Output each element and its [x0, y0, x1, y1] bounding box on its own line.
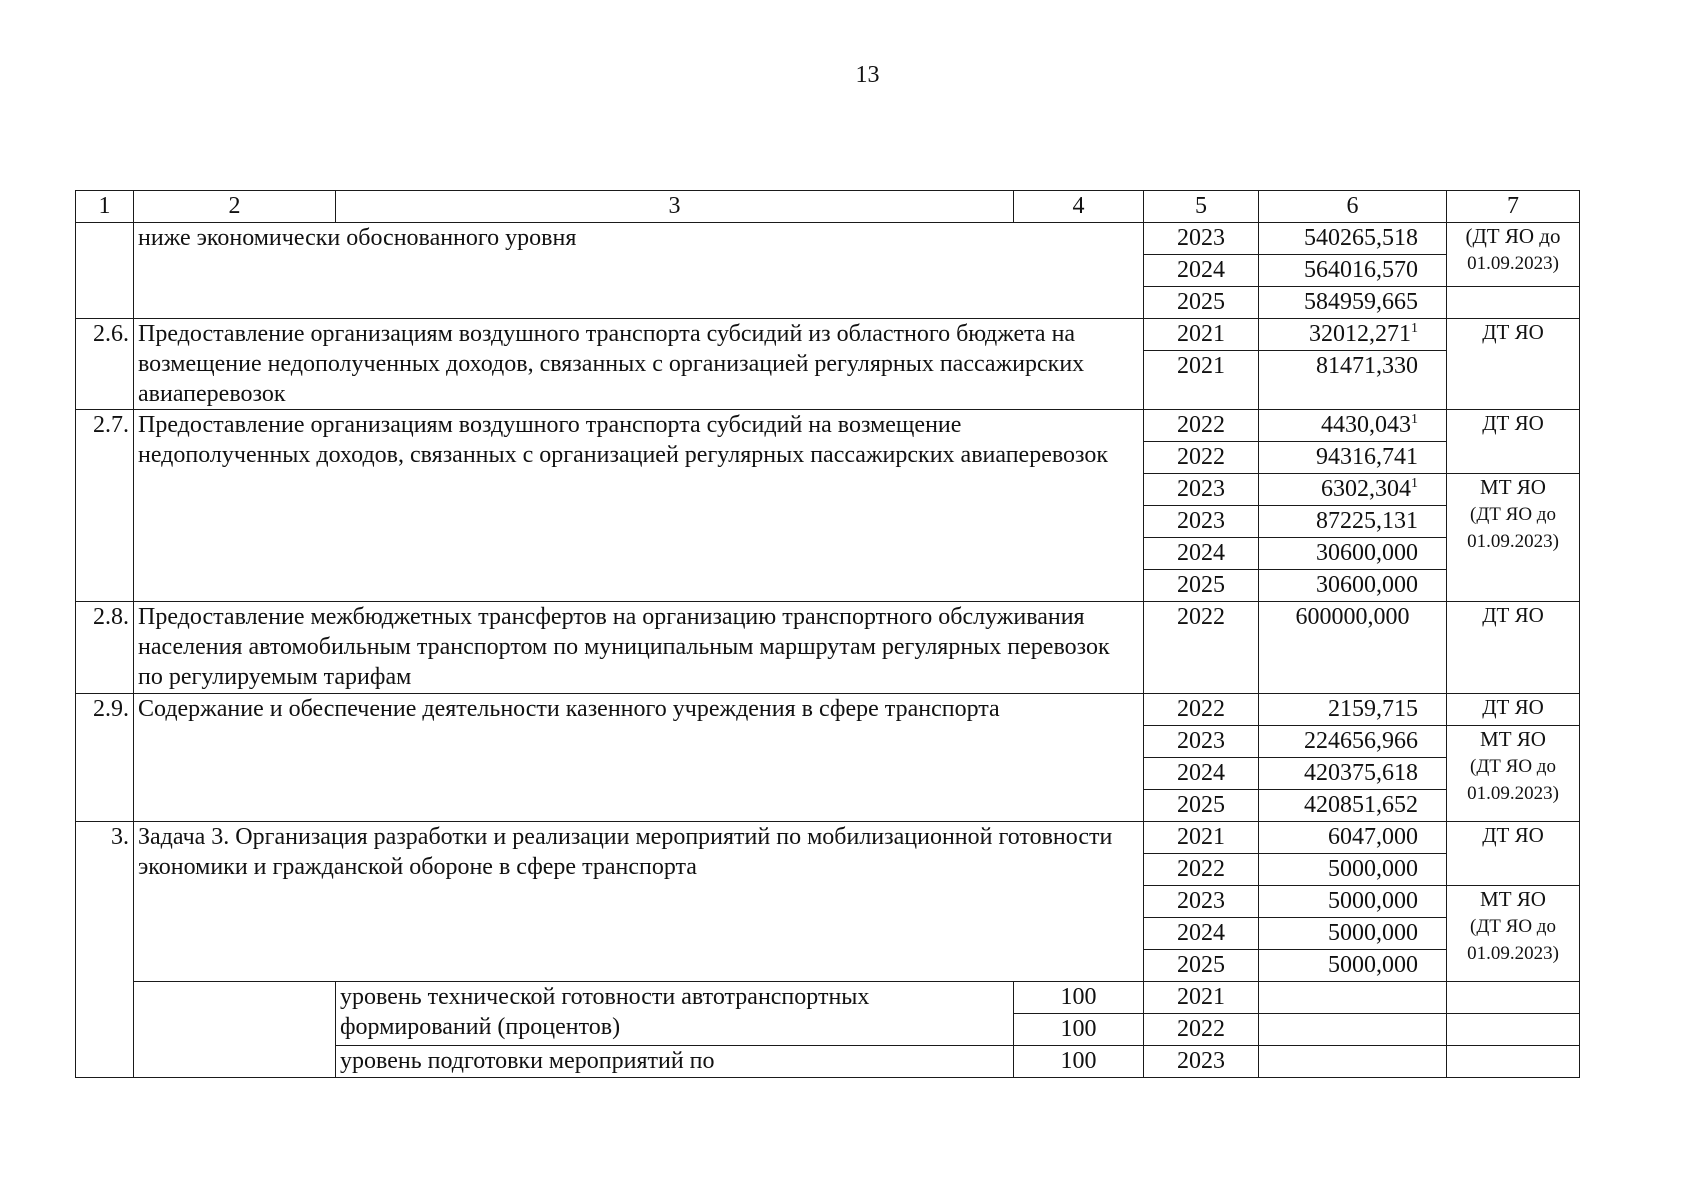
amount-value: 32012,271: [1309, 321, 1411, 347]
executor-line: МТ ЯО: [1480, 727, 1546, 751]
amount-cell: [1259, 474, 1447, 506]
amount-cell: 30600,000: [1259, 538, 1447, 570]
executor-line: 01.09.2023): [1467, 783, 1559, 804]
indicator-name: уровень подготовки мероприятий по: [336, 1046, 1014, 1078]
column-header: 5: [1144, 191, 1259, 223]
table-row: [76, 694, 1580, 726]
table-row: [76, 223, 1580, 255]
amount-value: 6302,304: [1321, 476, 1411, 502]
target-cell: 100: [1014, 1014, 1144, 1046]
year-cell: 2022: [1144, 442, 1259, 474]
executor-line: (ДТ ЯО до: [1470, 504, 1556, 525]
amount-cell: 30600,000: [1259, 570, 1447, 602]
year-cell: 2025: [1144, 790, 1259, 822]
page-number: 13: [855, 62, 880, 88]
executor-line: (ДТ ЯО до: [1470, 756, 1556, 777]
indicator-name: уровень технической готовности автотранспортных формирований (процентов): [336, 982, 1014, 1046]
amount-value: 4430,043: [1321, 412, 1411, 438]
row-number: 2.9.: [76, 694, 134, 822]
program-table: [75, 190, 1580, 1078]
executor-line: МТ ЯО: [1480, 475, 1546, 499]
executor-cell: ДТ ЯО: [1447, 822, 1580, 886]
row-description: Предоставление межбюджетных трансфертов на организацию транспортного обслуживания населения автомобильным транспортом по муниципальным маршрутам регулярных перевозок по регулируемым тарифам: [134, 602, 1144, 694]
year-cell: 2022: [1144, 410, 1259, 442]
year-cell: 2021: [1144, 351, 1259, 410]
row-number: 2.7.: [76, 410, 134, 602]
column-header: 3: [336, 191, 1014, 223]
year-cell: 2022: [1144, 694, 1259, 726]
footnote-mark: 1: [1411, 476, 1418, 491]
year-cell: 2021: [1144, 822, 1259, 854]
empty-cell: [134, 982, 336, 1078]
year-cell: 2022: [1144, 854, 1259, 886]
amount-cell: [1259, 1014, 1447, 1046]
year-cell: 2024: [1144, 758, 1259, 790]
table-row: [76, 602, 1580, 694]
footnote-mark: 1: [1411, 412, 1418, 427]
amount-cell: 5000,000: [1259, 918, 1447, 950]
amount-cell: 81471,330: [1259, 351, 1447, 410]
amount-cell: [1259, 982, 1447, 1014]
year-cell: 2023: [1144, 506, 1259, 538]
row-number: [76, 223, 134, 319]
table-row: [76, 319, 1580, 351]
amount-cell: 87225,131: [1259, 506, 1447, 538]
executor-line: 01.09.2023): [1467, 943, 1559, 964]
amount-cell: [1259, 319, 1447, 351]
year-cell: 2025: [1144, 570, 1259, 602]
row-number: 3.: [76, 822, 134, 1078]
amount-cell: [1259, 410, 1447, 442]
executor-cell: ДТ ЯО: [1447, 694, 1580, 726]
header-row: [76, 191, 1580, 223]
amount-cell: 94316,741: [1259, 442, 1447, 474]
table-row: [76, 410, 1580, 442]
executor-line: (ДТ ЯО до: [1465, 224, 1561, 248]
column-header: 7: [1447, 191, 1580, 223]
executor-cell: [1447, 982, 1580, 1014]
executor-cell: [1447, 1046, 1580, 1078]
executor-cell: [1447, 1014, 1580, 1046]
executor-cell: [1447, 726, 1580, 822]
executor-cell: ДТ ЯО: [1447, 410, 1580, 474]
executor-line: 01.09.2023): [1467, 531, 1559, 552]
year-cell: 2024: [1144, 538, 1259, 570]
column-header: 6: [1259, 191, 1447, 223]
year-cell: 2024: [1144, 255, 1259, 287]
target-cell: 100: [1014, 982, 1144, 1014]
executor-cell: [1447, 474, 1580, 602]
amount-cell: 420851,652: [1259, 790, 1447, 822]
table-row: [76, 822, 1580, 854]
row-number: 2.6.: [76, 319, 134, 410]
year-cell: 2021: [1144, 982, 1259, 1014]
row-number: 2.8.: [76, 602, 134, 694]
indicator-row: [76, 982, 1580, 1014]
executor-cell: ДТ ЯО: [1447, 602, 1580, 694]
amount-cell: 600000,000: [1259, 602, 1447, 694]
amount-cell: 5000,000: [1259, 854, 1447, 886]
amount-cell: 6047,000: [1259, 822, 1447, 854]
year-cell: 2022: [1144, 1014, 1259, 1046]
row-description: Задача 3. Организация разработки и реализации мероприятий по мобилизационной готовности экономики и гражданской обороне в сфере транспорта: [134, 822, 1144, 982]
amount-cell: 5000,000: [1259, 950, 1447, 982]
year-cell: 2023: [1144, 886, 1259, 918]
amount-cell: 584959,665: [1259, 287, 1447, 319]
amount-cell: 224656,966: [1259, 726, 1447, 758]
year-cell: 2024: [1144, 918, 1259, 950]
year-cell: 2023: [1144, 223, 1259, 255]
executor-cell: [1447, 886, 1580, 982]
target-cell: 100: [1014, 1046, 1144, 1078]
year-cell: 2025: [1144, 950, 1259, 982]
row-description: Содержание и обеспечение деятельности казенного учреждения в сфере транспорта: [134, 694, 1144, 822]
executor-cell: ДТ ЯО: [1447, 319, 1580, 410]
executor-cell: [1447, 287, 1580, 319]
amount-cell: 564016,570: [1259, 255, 1447, 287]
year-cell: 2023: [1144, 474, 1259, 506]
executor-line: (ДТ ЯО до: [1470, 916, 1556, 937]
executor-line: МТ ЯО: [1480, 887, 1546, 911]
year-cell: 2023: [1144, 726, 1259, 758]
column-header: 1: [76, 191, 134, 223]
amount-cell: 420375,618: [1259, 758, 1447, 790]
amount-cell: 540265,518: [1259, 223, 1447, 255]
executor-line: 01.09.2023): [1467, 253, 1559, 274]
amount-cell: [1259, 1046, 1447, 1078]
row-description: Предоставление организациям воздушного транспорта субсидий на возмещение недополученных доходов, связанных с организацией регулярных пассажирских авиаперевозок: [134, 410, 1144, 602]
year-cell: 2021: [1144, 319, 1259, 351]
column-header: 4: [1014, 191, 1144, 223]
row-description: Предоставление организациям воздушного транспорта субсидий из областного бюджета на возмещение недополученных доходов, связанных с организацией регулярных пассажирских авиаперевозок: [134, 319, 1144, 410]
amount-cell: 2159,715: [1259, 694, 1447, 726]
year-cell: 2023: [1144, 1046, 1259, 1078]
row-description: ниже экономически обоснованного уровня: [134, 223, 1144, 319]
executor-cell: [1447, 223, 1580, 287]
amount-cell: 5000,000: [1259, 886, 1447, 918]
year-cell: 2025: [1144, 287, 1259, 319]
column-header: 2: [134, 191, 336, 223]
footnote-mark: 1: [1411, 321, 1418, 336]
year-cell: 2022: [1144, 602, 1259, 694]
